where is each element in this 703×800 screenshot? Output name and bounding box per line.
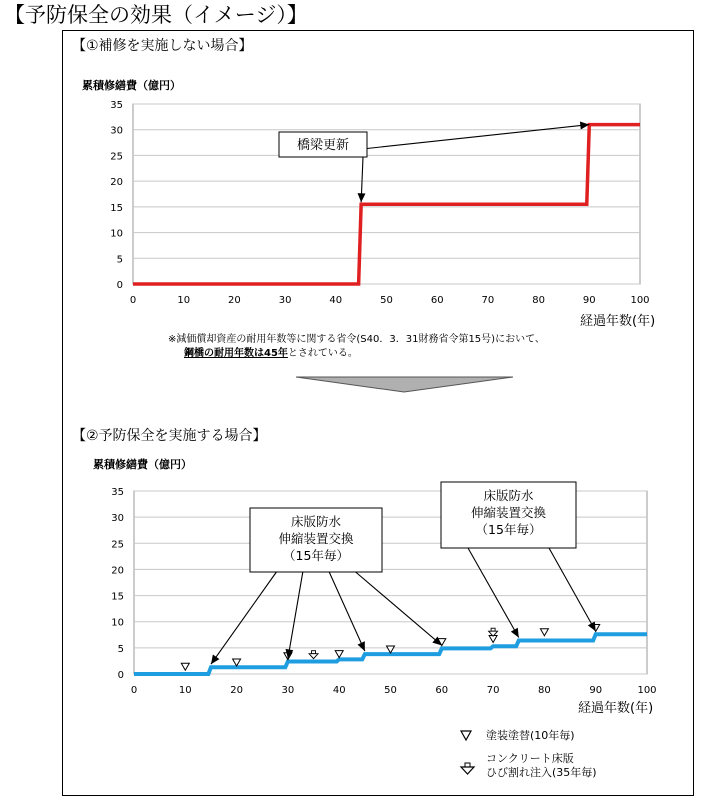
triangle-icon <box>461 731 471 740</box>
injection-arrow-icon <box>461 763 474 774</box>
y-tick-label: 20 <box>111 565 124 577</box>
note-bold: 鋼橋の耐用年数は45年 <box>184 348 288 359</box>
x-tick-label: 10 <box>177 295 191 306</box>
note-rest: とされている。 <box>287 348 358 359</box>
x-tick-label: 50 <box>380 295 393 306</box>
x-tick-label: 60 <box>435 685 449 696</box>
section1-title: 【①補修を実施しない場合】 <box>72 38 253 54</box>
x-tick-label: 0 <box>129 295 137 306</box>
note-line1: ※減価償却資産の耐用年数等に関する省令(S40．3．31財務省令第15号)において、 <box>168 334 545 345</box>
y-tick-label: 5 <box>116 254 123 266</box>
y-tick-label: 25 <box>110 151 123 163</box>
x-tick-label: 70 <box>481 295 495 306</box>
y-tick-label: 25 <box>111 539 124 551</box>
x-tick-label: 0 <box>130 685 138 696</box>
annotation-label: （15年毎） <box>475 522 542 537</box>
y-tick-label: 20 <box>110 177 123 189</box>
y-tick-label: 0 <box>116 280 123 291</box>
y-tick-label: 35 <box>111 487 124 498</box>
legend-paint-label: 塗装塗替(10年毎) <box>486 729 575 742</box>
x-tick-label: 80 <box>532 295 545 306</box>
x-tick-label: 10 <box>178 685 192 696</box>
x-tick-label: 30 <box>278 295 292 306</box>
x-tick-label: 90 <box>582 295 596 306</box>
page-title: 【予防保全の効果（イメージ）】 <box>4 3 308 27</box>
y-tick-label: 10 <box>111 617 124 629</box>
x-tick-label: 50 <box>384 685 397 696</box>
legend-injection-label-2: ひび割れ注入(35年毎) <box>486 766 597 779</box>
y-tick-label: 30 <box>110 125 123 137</box>
x-tick-label: 20 <box>230 685 243 696</box>
x-tick-label: 80 <box>538 685 551 696</box>
chart1-xlabel: 経過年数(年) <box>580 314 656 329</box>
chart2-ylabel: 累積修繕費（億円） <box>93 458 192 471</box>
x-tick-label: 100 <box>630 295 650 306</box>
y-tick-label: 30 <box>111 513 124 525</box>
x-tick-label: 100 <box>637 685 657 696</box>
chart2-xlabel: 経過年数(年) <box>578 701 654 716</box>
section2-title: 【②予防保全を実施する場合】 <box>72 428 267 444</box>
legend-injection-label-1: コンクリート床版 <box>486 752 574 765</box>
y-tick-label: 15 <box>111 591 124 603</box>
x-tick-label: 40 <box>329 295 343 306</box>
x-tick-label: 60 <box>430 295 444 306</box>
annotation-label: 床版防水 <box>483 488 534 503</box>
y-tick-label: 10 <box>110 228 123 240</box>
x-tick-label: 30 <box>281 685 295 696</box>
x-tick-label: 90 <box>589 685 603 696</box>
annotation-label: 床版防水 <box>290 514 342 529</box>
chart1-ylabel: 累積修繕費（億円） <box>82 79 181 92</box>
annotation-label: 橋梁更新 <box>296 138 350 153</box>
annotation-label: （15年毎） <box>283 548 349 563</box>
annotation-label: 伸縮装置交換 <box>278 531 354 546</box>
x-tick-label: 20 <box>228 295 241 306</box>
y-tick-label: 15 <box>110 202 123 214</box>
y-tick-label: 0 <box>117 670 124 681</box>
y-tick-label: 5 <box>117 643 124 655</box>
y-tick-label: 35 <box>110 100 123 111</box>
x-tick-label: 70 <box>486 685 500 696</box>
x-tick-label: 40 <box>332 685 346 696</box>
annotation-label: 伸縮装置交換 <box>470 505 547 520</box>
